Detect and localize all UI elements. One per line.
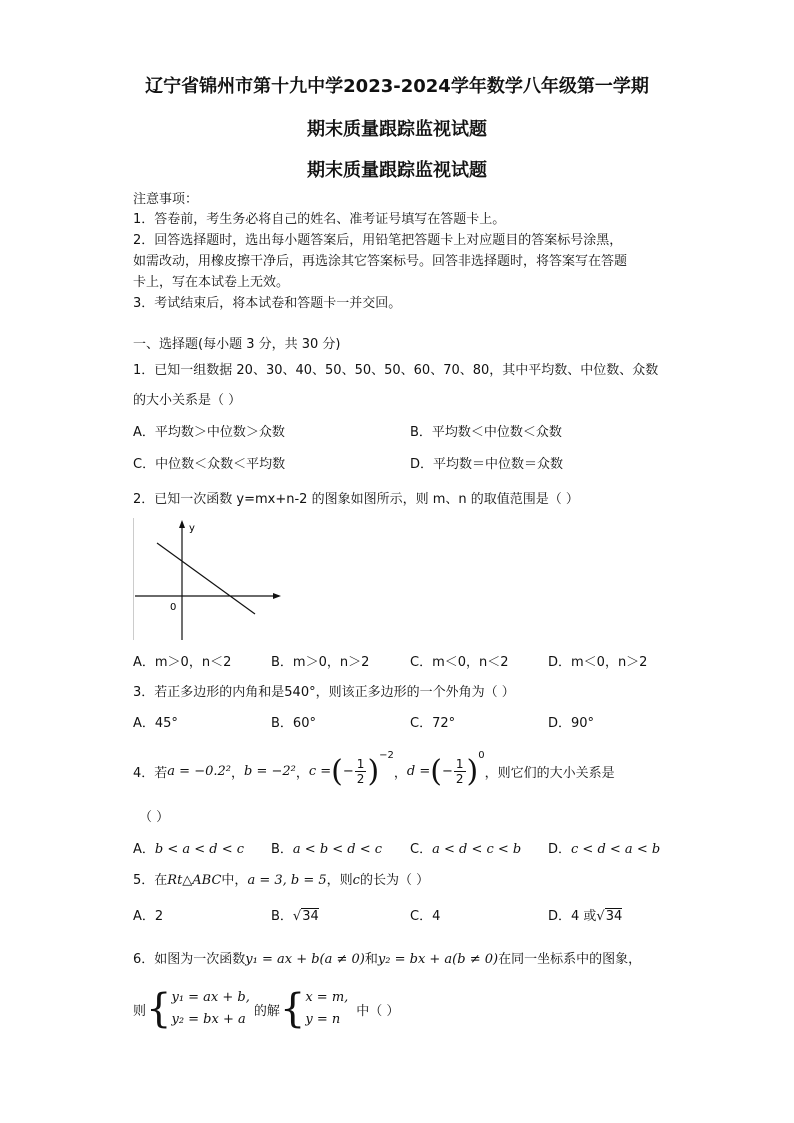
- q4-stem: 4．若 a = −0.2² ， b = −2² ， c = ( − $\frac{1}{2}$ ) $^{-2}$ ， d = ( − $\frac{1}{2}$ ) $^0$ ，则它们的大小关系是: [133, 750, 615, 789]
- exam-title-line2: 期末质量跟踪监视试题: [307, 119, 487, 140]
- q4-c-fraction: $\frac{1}{2}$: [356, 756, 365, 786]
- q2-option-c: C．m＜0，n＜2: [410, 655, 509, 670]
- q6-y1: y₁ = ax + b(a ≠ 0): [245, 952, 365, 967]
- q3-option-a: A．45°: [133, 716, 178, 731]
- q6-equations: y₁ = ax + b, y₂ = bx + a: [171, 990, 250, 1027]
- q4-d-lhs: d =: [406, 763, 431, 779]
- q2-option-b: B．m＞0，n＞2: [271, 655, 370, 670]
- q2-option-d: D．m＜0，n＞2: [548, 655, 648, 670]
- q4-option-c: C．a < d < c < b: [410, 842, 522, 857]
- q5-option-b: B．√34: [271, 909, 319, 924]
- q4-option-a: A．b < a < d < c: [133, 842, 245, 857]
- q6-stem: 6．如图为一次函数y₁ = ax + b(a ≠ 0)和y₂ = bx + a(b ≠ 0)在同一坐标系中的图象，: [133, 952, 642, 967]
- notes-item: 卡上，写在本试卷上无效。: [133, 275, 290, 290]
- exam-title-line3: 期末质量跟踪监视试题: [307, 160, 487, 181]
- q6-system: 则 { y₁ = ax + b, y₂ = bx + a 的解 { x = m, y = n 中（ ）: [133, 986, 400, 1032]
- q4-c-exponent: −2: [379, 750, 394, 761]
- notes-item: 2．回答选择题时，选出每小题答案后，用铅笔把答题卡上对应题目的答案标号涂黑，: [133, 233, 623, 248]
- q5-triangle: Rt△ABC: [167, 873, 222, 888]
- q2-stem: 2．已知一次函数 y=mx+n-2 的图象如图所示，则 m、n 的取值范围是（ ）: [133, 492, 579, 507]
- q5-stem: 5．在Rt△ABC中，a = 3, b = 5，则c的长为（ ）: [133, 873, 430, 888]
- q1-option-d: D．平均数＝中位数＝众数: [410, 457, 564, 472]
- q2-graph: [133, 518, 283, 640]
- notes-item: 如需改动，用橡皮擦干净后，再选涂其它答案标号。回答非选择题时，将答案写在答题: [133, 254, 628, 269]
- q5-option-c: C．4: [410, 909, 441, 924]
- q4-d-fraction: $\frac{1}{2}$: [455, 756, 464, 786]
- q3-option-c: C．72°: [410, 716, 456, 731]
- q4-b-expr: b = −2²: [243, 763, 296, 779]
- q4-d-exponent: 0: [478, 750, 485, 761]
- y-axis-label: y: [189, 523, 195, 534]
- q1-stem-line2: 的大小关系是（ ）: [133, 393, 242, 408]
- q3-option-b: B．60°: [271, 716, 316, 731]
- notes-heading: 注意事项：: [133, 192, 199, 207]
- q1-option-c: C．中位数＜众数＜平均数: [133, 457, 286, 472]
- q5-condition: a = 3, b = 5: [247, 873, 327, 888]
- q3-option-d: D．90°: [548, 716, 595, 731]
- q5-option-d: D．4 或√34: [548, 909, 623, 924]
- notes-item: 1．答卷前，考生务必将自己的姓名、准考证号填写在答题卡上。: [133, 212, 506, 227]
- q5-option-a: A．2: [133, 909, 164, 924]
- q4-c-lhs: c =: [308, 763, 332, 779]
- q2-option-a: A．m＞0，n＜2: [133, 655, 232, 670]
- x-axis-arrow: [273, 593, 281, 599]
- q4-a-expr: a = −0.2²: [167, 763, 231, 779]
- q6-solution: x = m, y = n: [305, 990, 349, 1027]
- q4-suffix: ，则它们的大小关系是: [484, 765, 615, 781]
- origin-label: 0: [170, 602, 177, 613]
- q4-option-b: B．a < b < d < c: [271, 842, 383, 857]
- notes-item: 3．考试结束后，将本试卷和答题卡一并交回。: [133, 296, 402, 311]
- q5-d-radicand: 34: [605, 909, 623, 924]
- q3-stem: 3．若正多边形的内角和是540°，则该正多边形的一个外角为（ ）: [133, 685, 515, 700]
- q1-stem-line1: 1．已知一组数据 20、30、40、50、50、50、60、70、80，其中平均数、中位数、众数: [133, 363, 659, 378]
- q5-b-radicand: 34: [302, 909, 319, 924]
- q1-option-b: B．平均数＜中位数＜众数: [410, 425, 562, 440]
- q4-answer-paren: （ ）: [139, 810, 170, 825]
- q4-option-d: D．c < d < a < b: [548, 842, 661, 857]
- q6-y2: y₂ = bx + a(b ≠ 0): [377, 952, 499, 967]
- exam-title-line1: 辽宁省锦州市第十九中学2023-2024学年数学八年级第一学期: [145, 76, 649, 97]
- section-heading: 一、选择题(每小题 3 分，共 30 分): [133, 337, 341, 352]
- y-axis-arrow: [179, 520, 185, 528]
- q1-option-a: A．平均数＞中位数＞众数: [133, 425, 285, 440]
- q4-prefix: 4．若: [133, 765, 168, 781]
